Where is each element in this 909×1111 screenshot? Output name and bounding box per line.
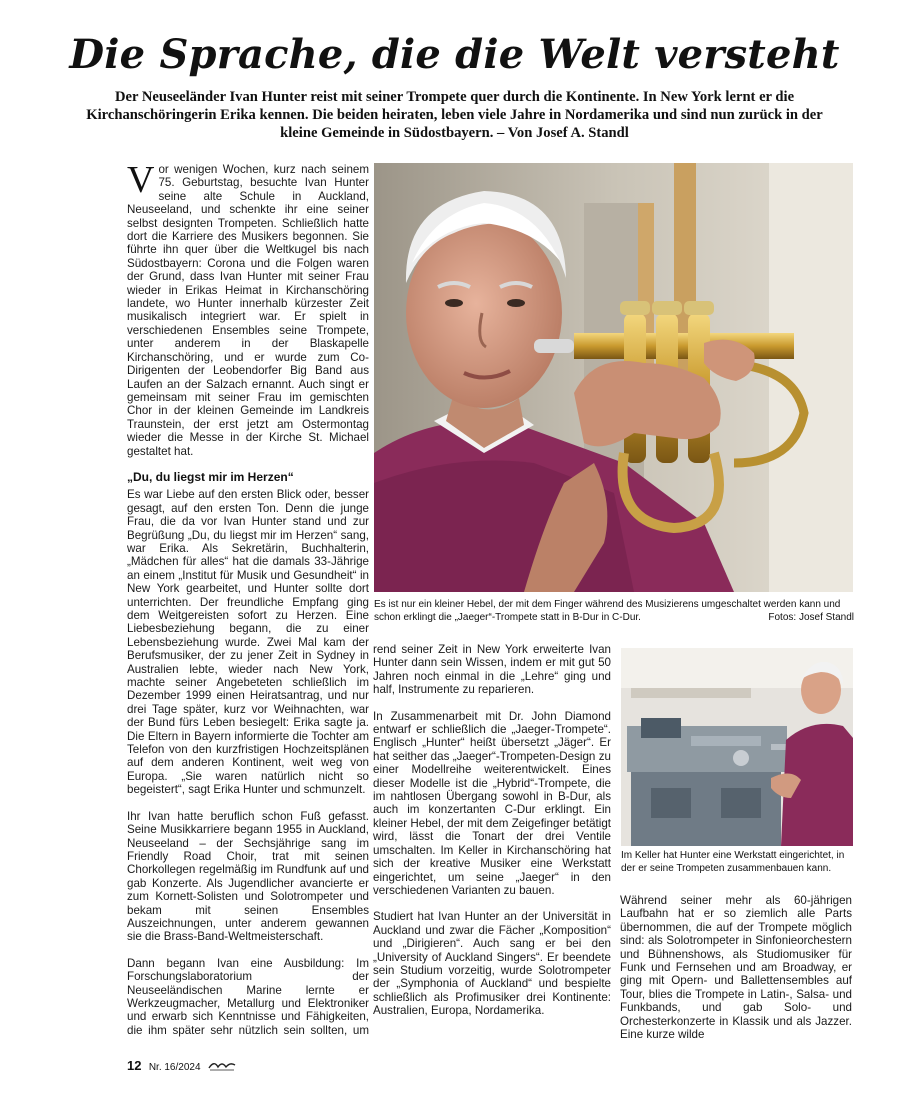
text-column-2	[373, 643, 611, 1048]
photo-caption-workshop: Im Keller hat Hunter eine Werkstatt eingerichtet, in der er seine Trompeten zusammenbauen kann.	[621, 850, 845, 874]
paragraph-text: or wenigen Wochen, kurz nach seinem 75. Geburtstag, besuchte Ivan Hunter seine alte Schule in Auckland, Neuseeland, und schenkte ihr eine seiner selbst designten Trompeten. Schließlich hatte dort die Karriere des Musikers begonnen. Sie führte ihn quer über die Weltkugel bis nach Südostbayern: Corona und die Folgen waren der Grund, dass Ivan Hunter mit seiner Frau wieder in Erikas Heimat in Kirchanschöring landete, wo Hunter innerhalb kürzester Zeit musikalisch integriert war. Er spielt in verschiedenen Ensembles seine Trompete, unter anderem in der Blaskapelle Kirchanschöring, und er wurde zum Co-Dirigenten der Leobendorfer Big Band aus Laufen an der Salzach ernannt. Auch singt er gemeinsam mit seiner Frau im gemischten Chor in der kleinen Gemeinde im Landkreis Traunstein, der erst jetzt am Ostermontag wieder die Messe in der Kirche St. Michael gestaltet hat.	[127, 163, 369, 458]
paragraph: Ihr Ivan hatte beruflich schon Fuß gefasst. Seine Musikkarriere begann 1955 in Auckland, Neuseeland – der Sechsjährige sang im Friendly Road Choir, trat mit seinen Chorkollegen regelmäßig im Rundfunk auf und gab Konzerte. Als Jugendlicher avancierte er zum Kornett-Solisten und Solotrompeter und bekam mit seinen Ensembles Auszeichnungen, unter anderem gewannen sie die Brass-Band-Weltmeisterschaft.	[127, 809, 369, 944]
caption-text: Es ist nur ein kleiner Hebel, der mit dem Finger während des Musizierens umgeschaltet werden kann und schon erklingt die „Jaeger“-Trompete statt in B-Dur in C-Dur.	[374, 599, 841, 623]
photo-workshop	[621, 648, 853, 846]
trumpet-portrait-illustration	[374, 163, 853, 592]
section-subhead: „Du, du liegst mir im Herzen“	[127, 469, 294, 484]
article-headline: Die Sprache, die die Welt versteht	[69, 31, 840, 78]
photo-trumpet-portrait	[374, 163, 853, 592]
page-footer	[127, 1058, 236, 1074]
paragraph: Es war Liebe auf den ersten Blick oder, besser gesagt, auf den ersten Ton. Denn die junge Frau, die da vor Ivan Hunter stand und zur Begrüßung „Du, du liegst mir im Herzen“ sang, war Erika. Als Sekretärin, Buchhalterin, „Mädchen für alles“ hat die damals 33-Jährige an einem „Institut für Musik und Gesundheit“ in New York gearbeitet, und Hunter sollte dort unterrichten. Der freundliche Empfang ging dem Weitgereisten sofort zu Herzen. Eine Liebesbeziehung begann, die zu einer Lebensbeziehung wurde. Zwei Mal kam der Berufsmusiker, der zu jener Zeit in Sydney in Australien lebte, wieder nach New York, machte seiner Angebeteten schließlich im Dezember 1999 einen Heiratsantrag, und nur drei Tage später, kurz vor Weihnachten, war der Bund fürs Leben besiegelt: Erika sagte ja. Die Eltern in Bayern informierte die Tochter am Telefon von den kurzfristigen Hochzeitsplänen auf dem anderen Kontinent, weit weg von Europa. „Sie waren natürlich nicht so begeistert“, sagt Erika Hunter und schmunzelt.	[127, 488, 369, 797]
drop-cap: V	[127, 163, 155, 201]
paragraph: Dann begann Ivan eine Ausbildung: Im Forschungslaboratorium der Neuseeländischen Marine lernte er Werkzeugmacher, Metallurg und Elektroniker und erwarb sich Kenntnisse und Fähigkeiten, die ihm später sehr nützlich sein sollten, um	[127, 956, 369, 1037]
article-lead: Der Neuseeländer Ivan Hunter reist mit seiner Trompete quer durch die Kontinente. In New York lernt er die Kirchanschöringerin Erika kennen. Die beiden heiraten, leben viele Jahre in Nordamerika und sind nun zurück in der kleine Gemeinde in Südostbayern. – Von Josef A. Standl	[86, 89, 823, 141]
issue-number: Nr. 16/2024	[148, 1062, 201, 1073]
text-column-3	[620, 894, 852, 1049]
workshop-illustration	[621, 648, 853, 846]
photo-credit: Fotos: Josef Standl	[768, 612, 854, 623]
text-column-1	[127, 163, 369, 1038]
paragraph: Während seiner mehr als 60-jährigen Laufbahn hat er so ziemlich alle Parts übernommen, die auf der Trompete möglich sind: als Solotrompeter in Sinfonieorchestern und Bühnenshows, als Studiomusiker für Funk und Fernsehen und am Broadway, er ging mit Opern- und Ballettensembles auf Tour, blies die Trompete in Latin-, Salsa- und Funkbands, und gab Solo- und Orchesterkonzerte in Klassik und als Jazzer. Eine kurze wilde	[620, 894, 852, 1042]
paragraph: Studiert hat Ivan Hunter an der Universität in Auckland und zwar die Fächer „Komposition“ und „Dirigieren“. Auch sang er bei den „University of Auckland Singers“. Er beendete sein Studium vorzeitig, wurde Solotrompeter der „Symphonia of Auckland“ und bespielte schließlich als Profimusiker drei Kontinente: Australien, Europa, Nordamerika.	[373, 910, 611, 1018]
paragraph: rend seiner Zeit in New York erweiterte Ivan Hunter dann sein Wissen, indem er mit gut 50 Jahren noch einmal in die „Lehre“ ging und half, Instrumente zu reparieren.	[373, 643, 611, 697]
publication-logo-icon	[208, 1059, 236, 1074]
photo-caption-main	[374, 598, 854, 624]
paragraph: In Zusammenarbeit mit Dr. John Diamond entwarf er schließlich die „Jaeger-Trompete“. Englisch „Hunter“ heißt übersetzt „Jäger“. Er hat seither das „Jaeger“-Trompeten-Design zu einer Modellreihe weiterentwickelt. Eines dieser Modelle ist die „Hybrid“-Trompete, die im nahtlosen Übergang sowohl in B-Dur, als auch im konzertanten C-Dur erklingt. Ein kleiner Hebel, der mit dem Zeigefinger betätigt wird, lässt die Tonart der drei Ventile umschalten. Im Keller in Kirchanschöring hat sich der kreative Musiker eine Werkstatt eingerichtet, um seine „Jaeger“ in den verschiedenen Varianten zu bauen.	[373, 709, 611, 897]
page-number: 12	[127, 1058, 142, 1073]
paragraph-intro	[127, 163, 369, 458]
